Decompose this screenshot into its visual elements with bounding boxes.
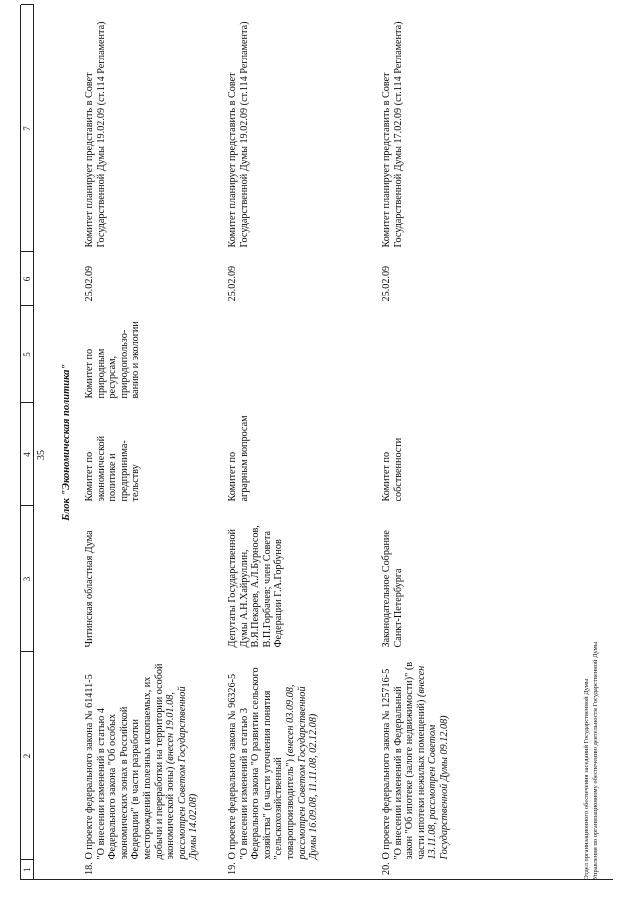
bill-title: О проекте федерального закона № 61411-5 "О внесении изменений в статью 4 Федерального закона "Об особых экономических зонах в Российской Федерации" (в части разработки месторождений полезных ископаемых, их добычи и переработки на территории особой экономической зоны) [84, 663, 177, 860]
agenda-table-frame [20, 5, 613, 880]
bill-title: О проекте федерального закона № 96326-5 "О внесении изменений в статью 3 Федерального закона "О развитии сельского хозяйства" (в части уточнения понятия "сельскохозяйственный товаропроизводитель") [227, 667, 296, 860]
co-executor-committee: Комитет по природным ресурсам, природопользо-ванию и экологии [80, 306, 223, 403]
consideration-date: 25.02.09 [223, 252, 377, 306]
consideration-date: 25.02.09 [377, 252, 539, 306]
column-header-5: 5 [21, 306, 34, 403]
agenda-table [21, 5, 539, 880]
row-number: 19. [223, 860, 377, 879]
row-number: 18. [80, 860, 223, 879]
section-title: Блок "Экономическая политика" [61, 363, 72, 521]
co-executor-committee [377, 306, 539, 403]
table-row [80, 5, 223, 879]
column-header-6: 6 [21, 252, 34, 306]
column-header-4: 4 [21, 403, 34, 506]
bill-status-note: (внесен 13.11.08, рассмотрен Советом Государственной Думы 09.12.08) [415, 665, 450, 860]
bill-title-cell [80, 652, 223, 860]
responsible-committee: Комитет по аграрным вопросам [223, 403, 377, 506]
responsible-committee: Комитет по собственности [377, 403, 539, 506]
footer-line-2: Управления по организационному обеспечению деятельности Государственной Думы [592, 641, 599, 880]
column-header-7: 7 [21, 5, 34, 252]
co-executor-committee [223, 306, 377, 403]
row-note: Комитет планирует представить в Совет Государственной Думы 17.02.09 (ст.114 Регламента) [377, 5, 539, 252]
table-row [377, 5, 539, 879]
section-row [34, 5, 81, 879]
page-number: 35 [36, 450, 47, 460]
footer [582, 642, 600, 880]
row-number: 20. [377, 860, 539, 879]
bill-status-note: (внесен 19.01.08, рассмотрен Советом Государственной Думы 14.02.08) [165, 686, 200, 860]
consideration-date: 25.02.09 [80, 252, 223, 306]
bill-title-cell [223, 652, 377, 860]
column-header-1: 1 [21, 860, 34, 879]
initiator: Депутаты Государственной Думы А.Н.Хайруллин, В.Я.Пекарев, А.Л.Бурносов, В.П.Горбачев; член Совета Федерации Г.А.Горбунов [223, 506, 377, 652]
row-note: Комитет планирует представить в Совет Государственной Думы 19.02.09 (ст.114 Регламента) [80, 5, 223, 252]
initiator: Читинская областная Дума [80, 506, 223, 652]
initiator: Законодательное Собрание Санкт-Петербурга [377, 506, 539, 652]
column-header-2: 2 [21, 652, 34, 860]
column-number-row [21, 5, 34, 879]
table-row [223, 5, 377, 879]
footer-line-1: Отдел организационного обеспечения заседаний Государственной Думы [583, 678, 590, 880]
bill-status-note: (внесен 03.09.08, рассмотрен Советом Государственной Думы 16.09.08, 11.11.08, 02.12.08) [284, 684, 320, 860]
row-note: Комитет планирует представить в Совет Государственной Думы 19.02.09 (ст.114 Регламента) [223, 5, 377, 252]
column-header-3: 3 [21, 506, 34, 652]
bill-title-cell [377, 652, 539, 860]
bill-title: О проекте федерального закона № 125716-5 "О внесении изменений в Федеральный закон "Об ипотеке (залоге недвижимости)" (в части ипотеки нежилых помещений) [381, 661, 427, 860]
responsible-committee: Комитет по экономической политике и предпринима-тельству [80, 403, 223, 506]
